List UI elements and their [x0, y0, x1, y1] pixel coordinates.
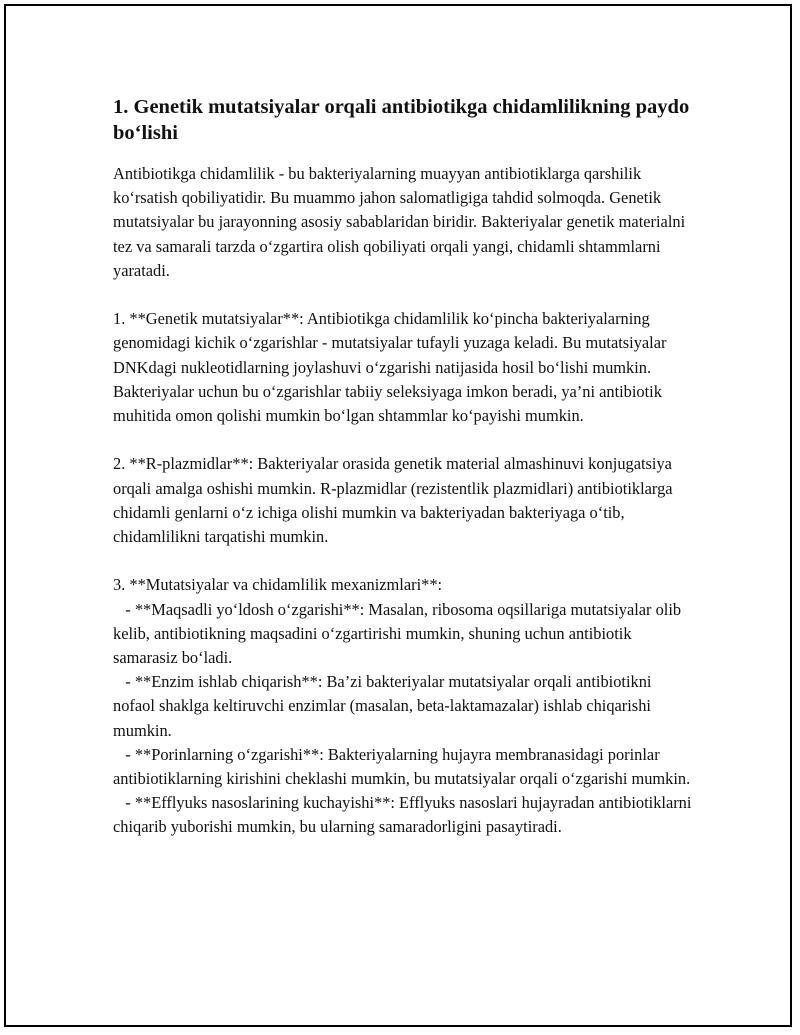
indent-spacer — [113, 745, 125, 764]
list-item-text: - **Enzim ishlab chiqarish**: Ba’zi bakteriyalar mutatsiyalar orqali antibiotikni nofaol shaklga keltiruvchi enzimlar (masalan, beta-laktamazalar) ishlab chiqarishi mumkin. — [113, 672, 652, 740]
indent-spacer — [113, 600, 125, 619]
section-3-item-porin-change — [113, 743, 693, 791]
indent-spacer — [113, 793, 125, 812]
document-title: 1. Genetik mutatsiyalar orqali antibiotikga chidamlilikning paydo bo‘lishi — [113, 96, 690, 144]
paragraph-gap — [113, 283, 693, 307]
list-item-text: - **Efflyuks nasoslarining kuchayishi**: Efflyuks nasoslari hujayradan antibiotiklarni chiqarib yuborishi mumkin, bu ularning samaradorligini pasaytiradi. — [113, 793, 692, 837]
intro-paragraph: Antibiotikga chidamlilik - bu bakteriyalarning muayyan antibiotiklarga qarshilik ko‘rsatish qobiliyatidir. Bu muammo jahon salomatligiga tahdid solmoqda. Genetik mutatsiyalar bu jarayonning asosiy sabablaridan biridir. Bakteriyalar genetik materialni tez va samarali tarzda o‘zgartira olish qobiliyati orqali yangi, chidamli shtammlarni yaratadi. — [113, 164, 686, 280]
list-item-text: - **Porinlarning o‘zgarishi**: Bakteriyalarning hujayra membranasidagi porinlar antibiotiklarning kirishini cheklashi mumkin, bu mutatsiyalar orqali o‘zgarishi mumkin. — [113, 744, 691, 789]
section-3-heading: 3. **Mutatsiyalar va chidamlilik mexanizmlari**: — [113, 575, 443, 595]
indent-spacer — [113, 672, 125, 691]
document-body — [113, 94, 693, 840]
section-3-item-efflux-pumps — [113, 791, 693, 839]
section-2-paragraph: 2. **R-plazmidlar**: Bakteriyalar orasida genetik material almashinuvi konjugatsiya orqali amalga oshishi mumkin. R-plazmidlar (rezistentlik plazmidlari) antibiotiklarga chidamli genlarni o‘z ichiga olishi mumkin va bakteriyadan bakteriyaga o‘tib, chidamlilikni tarqatishi mumkin. — [113, 454, 673, 547]
section-3-item-target-change — [113, 598, 693, 671]
paragraph-gap — [113, 428, 693, 452]
section-3-item-enzyme-production — [113, 670, 693, 743]
section-1-paragraph: 1. **Genetik mutatsiyalar**: Antibiotikga chidamlilik ko‘pincha bakteriyalarning genomidagi kichik o‘zgarishlar - mutatsiyalar tufayli yuzaga keladi. Bu mutatsiyalar DNKdagi nukleotidlarning joylashuvi o‘zgarishi natijasida hosil bo‘lishi mumkin. Bakteriyalar uchun bu o‘zgarishlar tabiiy seleksiyaga imkon beradi, ya’ni antibiotik muhitida omon qolishi mumkin bo‘lgan shtammlar ko‘payishi mumkin. — [113, 309, 667, 426]
list-item-text: - **Maqsadli yo‘ldosh o‘zgarishi**: Masalan, ribosoma oqsillariga mutatsiyalar olib kelib, antibiotikning maqsadini o‘zgartirishi mumkin, shuning uchun antibiotik samarasiz bo‘ladi. — [113, 599, 682, 668]
paragraph-gap — [113, 549, 693, 573]
